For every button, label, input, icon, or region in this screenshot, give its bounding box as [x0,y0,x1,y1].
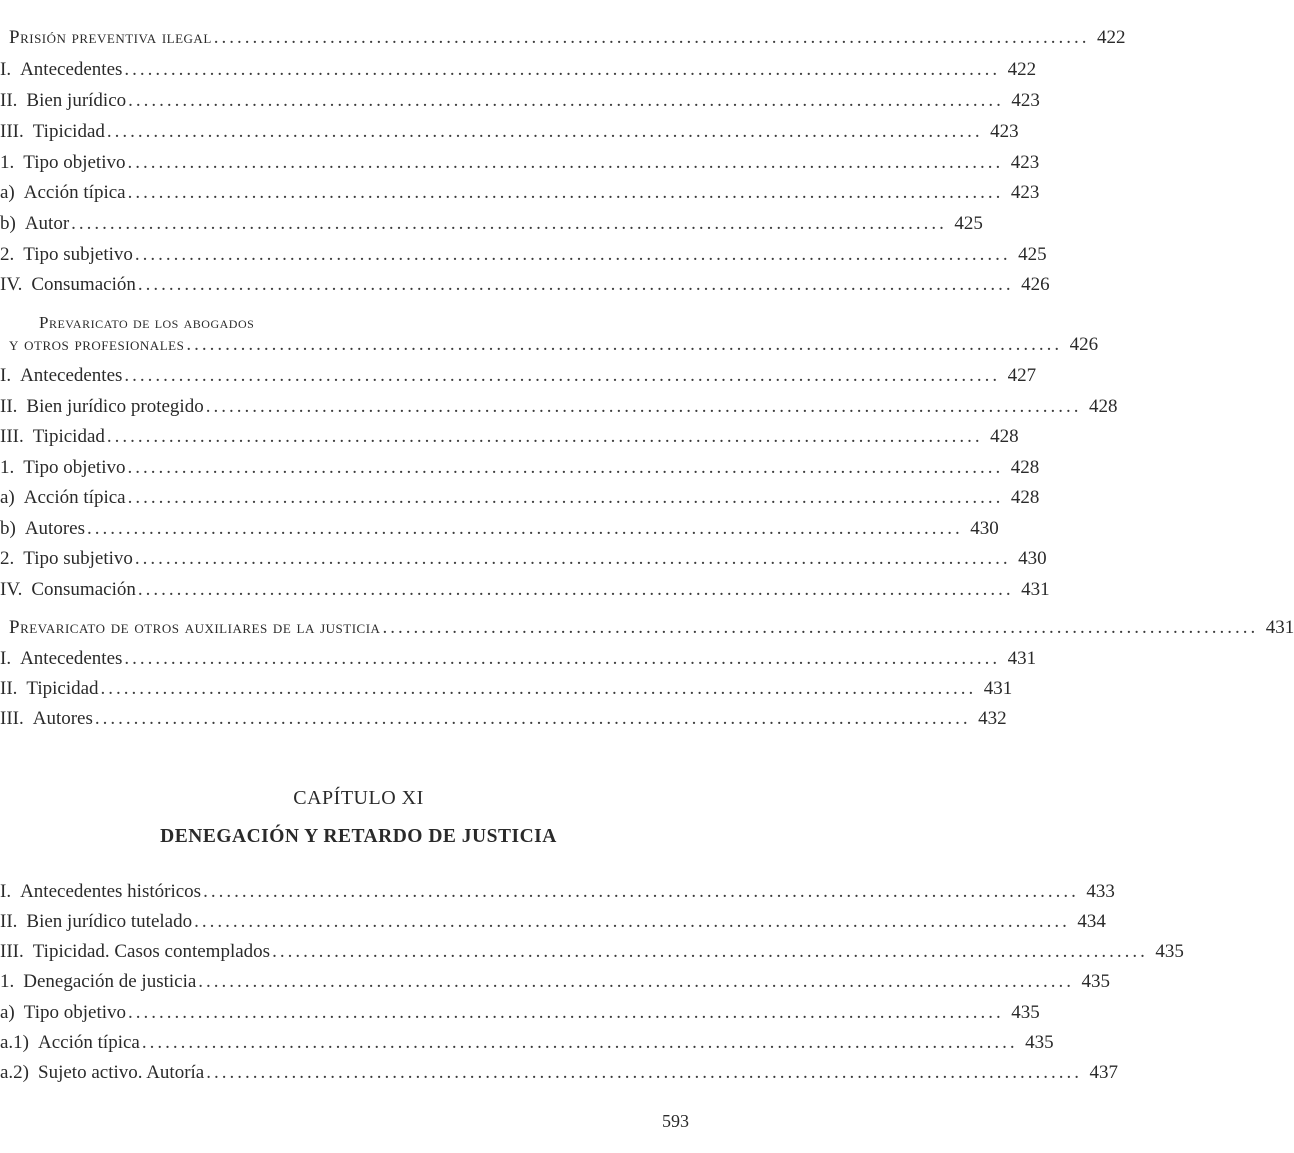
page-number: 423 [1010,152,1040,173]
toc-entry [0,1058,1118,1088]
page-number: 425 [1018,244,1047,265]
page-number: 431 [983,678,1013,699]
entry-title: Bien jurídico [26,90,127,111]
page-number: 435 [1025,1032,1054,1053]
page-number: 426 [1021,274,1050,295]
dot-leader: ................................................................................................................. [127,457,1004,478]
page-number: 427 [1007,365,1037,386]
dot-leader: ................................................................................................................. [186,334,1063,355]
entry-number: III. [0,426,24,447]
dot-leader: ................................................................................................................. [272,941,1148,962]
entry-number: 1. [0,457,15,478]
toc-entry [0,1028,1054,1058]
page-number: 435 [1155,941,1184,962]
dot-leader: ................................................................................................................. [127,182,1004,203]
page-number: 434 [1077,911,1106,932]
page-number: 430 [970,518,999,539]
dot-leader: ................................................................................................................. [137,274,1014,295]
dot-leader: ................................................................................................................. [86,518,963,539]
entry-title: Sujeto activo. Autoría [38,1062,205,1083]
page-number: 423 [990,121,1019,142]
entry-number: a.1) [0,1032,30,1053]
page-number: 423 [1011,90,1040,111]
toc-entry [0,148,1040,178]
entry-number: b) [0,518,16,539]
page-number: 431 [1021,579,1050,600]
entry-title: Tipo objetivo [23,152,126,173]
toc-entry [0,422,1019,452]
page-number: 435 [1011,1002,1040,1023]
page-number: 431 [1007,648,1037,669]
entry-title: Denegación de justicia [23,971,197,992]
entry-number: 2. [0,244,15,265]
entry-title: Antecedentes históricos [20,881,202,902]
toc-entry [0,117,1019,147]
entry-number: 2. [0,548,15,569]
entry-number: a) [0,1002,15,1023]
toc-entry [0,937,1184,967]
toc-entry [0,998,1040,1028]
dot-leader: ................................................................................................................. [128,1002,1004,1023]
toc-entry [0,361,1037,391]
dot-leader: ................................................................................................................. [94,708,971,729]
entry-number: b) [0,213,16,234]
entry-number: I. [0,59,12,80]
entry-title: Tipo objetivo [23,457,126,478]
entry-number: a.2) [0,1062,30,1083]
entry-number: II. [0,90,18,111]
entry-title: Bien jurídico tutelado [26,911,193,932]
dot-leader: ................................................................................................................. [203,881,1079,902]
entry-number: II. [0,678,18,699]
page-number: 422 [1097,27,1126,48]
toc-entry [0,270,1050,300]
dot-leader: ................................................................................................................. [206,1062,1082,1083]
dot-leader: ................................................................................................................. [106,121,983,142]
entry-number: I. [0,648,12,669]
toc-entry [0,483,1040,513]
entry-title: Antecedentes [20,365,123,386]
page-number: 426 [1069,334,1099,355]
toc-entry [0,453,1040,483]
dot-leader: ................................................................................................................. [127,152,1004,173]
dot-leader: ................................................................................................................. [137,579,1014,600]
entry-number: a) [0,487,15,508]
toc-entry [0,86,1040,116]
page-number: 428 [1010,457,1040,478]
toc-entry [0,907,1106,937]
entry-title: Acción típica [23,182,126,203]
page-number: 425 [954,213,983,234]
entry-number: III. [0,941,24,962]
entry-number: III. [0,121,24,142]
entry-number: II. [0,396,18,417]
chapter-title: DENEGACIÓN Y RETARDO DE JUSTICIA [160,826,557,847]
dot-leader: ................................................................................................................. [205,396,1082,417]
dot-leader: ................................................................................................................. [141,1032,1018,1053]
toc-entry [0,644,1037,674]
entry-title: Tipicidad [26,678,99,699]
entry-title: Consumación [31,274,136,295]
toc-entry [0,330,1099,360]
section-heading: Prevaricato de otros auxiliares de la justicia [9,617,381,638]
page-number: 428 [1010,487,1040,508]
dot-leader: ................................................................................................................. [382,617,1259,638]
page-number: 433 [1086,881,1115,902]
dot-leader: ................................................................................................................. [198,971,1075,992]
dot-leader: ................................................................................................................. [213,27,1090,48]
toc-entry [0,674,1013,704]
dot-leader: ................................................................................................................. [100,678,977,699]
entry-number: 1. [0,971,15,992]
entry-title: Consumación [31,579,136,600]
toc-entry [0,544,1047,574]
toc-entry [0,178,1040,208]
entry-title: Autores [32,708,93,729]
entry-title: Acción típica [23,487,126,508]
toc-entry [0,209,983,239]
entry-title: Tipicidad [32,426,105,447]
dot-leader: ................................................................................................................. [124,648,1001,669]
entry-title: Tipo objetivo [23,1002,127,1023]
page-number: 428 [1088,396,1118,417]
entry-title: Tipo subjetivo [23,548,133,569]
dot-leader: ................................................................................................................. [71,213,947,234]
entry-title: Tipicidad. Casos contemplados [32,941,271,962]
chapter-label: CAPÍTULO XI [293,787,424,809]
entry-number: IV. [0,274,23,295]
folio-page-number: 593 [662,1111,689,1131]
page-number: 435 [1081,971,1111,992]
toc-entry [0,240,1047,270]
entry-number: IV. [0,579,23,600]
dot-leader: ................................................................................................................. [124,59,1001,80]
page-number: 422 [1007,59,1037,80]
toc-entry [0,877,1115,907]
toc-entry [0,55,1037,85]
entry-number: II. [0,911,18,932]
page-number: 423 [1010,182,1040,203]
page-number: 431 [1265,617,1294,638]
dot-leader: ................................................................................................................. [134,548,1011,569]
entry-number: I. [0,881,12,902]
toc-entry [0,967,1111,997]
section-heading: Prisión preventiva ilegal [9,27,212,48]
entry-title: Tipo subjetivo [23,244,133,265]
page-number: 428 [990,426,1019,447]
dot-leader: ................................................................................................................. [127,487,1004,508]
entry-title: Bien jurídico protegido [26,396,204,417]
section-heading: y otros profesionales [9,334,185,355]
entry-title: Acción típica [38,1032,140,1053]
dot-leader: ................................................................................................................. [106,426,983,447]
entry-title: Antecedentes [20,648,123,669]
page-number: 437 [1089,1062,1118,1083]
entry-number: III. [0,708,24,729]
toc-entry [0,392,1118,422]
entry-title: Autor [24,213,70,234]
entry-title: Antecedentes [20,59,123,80]
dot-leader: ................................................................................................................. [124,365,1001,386]
dot-leader: ................................................................................................................. [134,244,1011,265]
entry-title: Autores [24,518,85,539]
dot-leader: ................................................................................................................. [128,90,1004,111]
page-number: 432 [978,708,1007,729]
entry-title: Tipicidad [32,121,105,142]
entry-number: 1. [0,152,15,173]
toc-entry [0,514,999,544]
toc-entry [0,613,1294,643]
toc-entry [0,23,1126,53]
entry-number: a) [0,182,15,203]
page-number: 430 [1018,548,1047,569]
dot-leader: ................................................................................................................. [194,911,1070,932]
toc-entry [0,575,1050,605]
toc-entry [0,704,1007,734]
section-heading: Prevaricato de los abogados [39,313,255,332]
entry-number: I. [0,365,12,386]
